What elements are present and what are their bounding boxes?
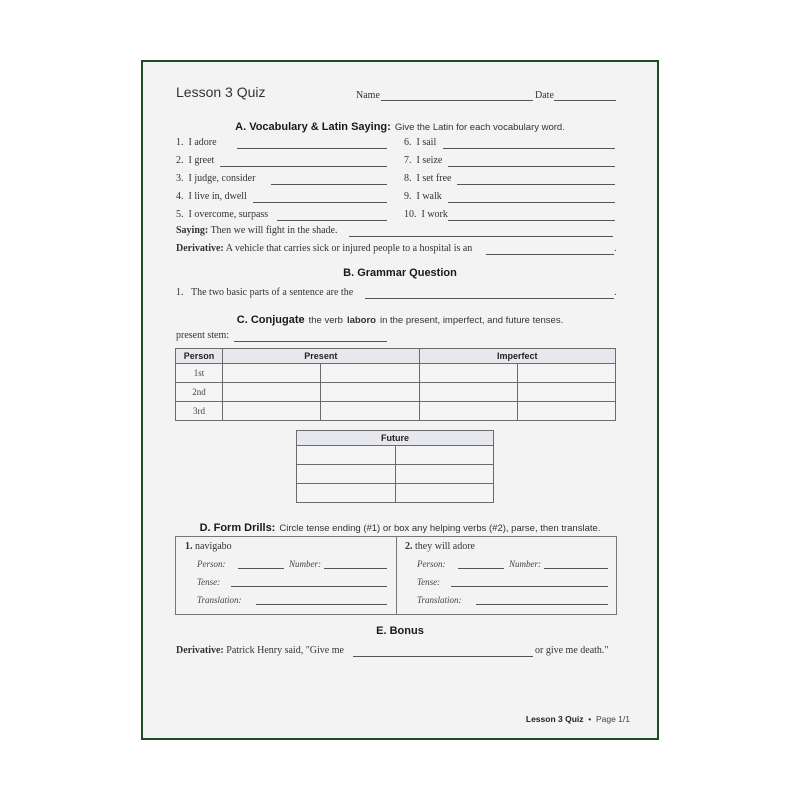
period: . bbox=[614, 287, 617, 298]
vocab-answer-10[interactable] bbox=[448, 220, 615, 221]
vocab-answer-3[interactable] bbox=[271, 184, 387, 185]
translation-field[interactable] bbox=[476, 604, 608, 605]
answer-cell[interactable] bbox=[517, 383, 615, 402]
answer-cell[interactable] bbox=[395, 446, 494, 465]
drill-2: 2. they will adore Person: Number: Tense: Translation: bbox=[397, 537, 616, 614]
grammar-answer[interactable] bbox=[365, 298, 614, 299]
answer-cell[interactable] bbox=[419, 383, 517, 402]
future-table bbox=[296, 430, 494, 503]
answer-cell[interactable] bbox=[395, 465, 494, 484]
answer-cell[interactable] bbox=[223, 364, 321, 383]
vocab-answer-4[interactable] bbox=[253, 202, 387, 203]
vocab-answer-5[interactable] bbox=[277, 220, 387, 221]
page-footer: Lesson 3 Quiz • Page 1/1 bbox=[525, 714, 630, 724]
row-label: 2nd bbox=[176, 383, 223, 402]
section-e-heading: E. Bonus bbox=[376, 625, 424, 637]
section-a-heading: A. Vocabulary & Latin Saying: Give the Latin for each vocabulary word. bbox=[235, 121, 565, 133]
date-field[interactable] bbox=[554, 100, 616, 101]
translation-field[interactable] bbox=[256, 604, 387, 605]
section-c-heading: C. Conjugate the verb laboro in the present, imperfect, and future tenses. bbox=[236, 314, 564, 326]
date-label: Date bbox=[535, 90, 554, 101]
form-drills-box bbox=[175, 536, 617, 615]
answer-cell[interactable] bbox=[321, 383, 419, 402]
vocab-item: 2. I greet bbox=[176, 155, 215, 166]
vocab-item: 7. I seize bbox=[404, 155, 443, 166]
vocab-item: 6. I sail bbox=[404, 137, 437, 148]
person-field[interactable] bbox=[238, 568, 284, 569]
answer-cell[interactable] bbox=[321, 364, 419, 383]
tense-field[interactable] bbox=[231, 586, 387, 587]
vocab-item: 1. I adore bbox=[176, 137, 217, 148]
vocab-item: 9. I walk bbox=[404, 191, 442, 202]
col-header-future: Future bbox=[297, 431, 494, 446]
vocab-item: 4. I live in, dwell bbox=[176, 191, 247, 202]
drill-1: 1. navigabo Person: Number: Tense: Translation: bbox=[176, 537, 397, 614]
vocab-answer-6[interactable] bbox=[443, 148, 615, 149]
answer-cell[interactable] bbox=[297, 465, 396, 484]
page-title: Lesson 3 Quiz bbox=[176, 84, 266, 100]
present-stem-field[interactable] bbox=[234, 341, 387, 342]
answer-cell[interactable] bbox=[297, 446, 396, 465]
number-field[interactable] bbox=[324, 568, 387, 569]
saying-prompt: Saying: Then we will fight in the shade. bbox=[176, 225, 338, 236]
name-field[interactable] bbox=[381, 100, 533, 101]
vocab-item: 5. I overcome, surpass bbox=[176, 209, 269, 220]
section-b-heading: B. Grammar Question bbox=[343, 267, 457, 279]
vocab-answer-2[interactable] bbox=[220, 166, 387, 167]
vocab-answer-9[interactable] bbox=[448, 202, 615, 203]
period: . bbox=[614, 243, 617, 254]
answer-cell[interactable] bbox=[395, 484, 494, 503]
col-header-present: Present bbox=[223, 349, 419, 364]
vocab-item: 10. I work bbox=[404, 209, 448, 220]
bonus-prompt: Derivative: Patrick Henry said, "Give me bbox=[176, 645, 344, 656]
conjugation-table bbox=[175, 348, 616, 421]
col-header-imperfect: Imperfect bbox=[419, 349, 615, 364]
quiz-page bbox=[141, 60, 659, 740]
row-label: 3rd bbox=[176, 402, 223, 421]
tense-field[interactable] bbox=[451, 586, 608, 587]
answer-cell[interactable] bbox=[223, 402, 321, 421]
answer-cell[interactable] bbox=[321, 402, 419, 421]
number-field[interactable] bbox=[544, 568, 608, 569]
derivative-answer[interactable] bbox=[486, 254, 614, 255]
vocab-item: 3. I judge, consider bbox=[176, 173, 256, 184]
derivative-prompt: Derivative: A vehicle that carries sick or injured people to a hospital is an bbox=[176, 243, 473, 254]
answer-cell[interactable] bbox=[297, 484, 396, 503]
grammar-question: 1. The two basic parts of a sentence are the bbox=[176, 287, 354, 298]
vocab-item: 8. I set free bbox=[404, 173, 452, 184]
section-d-heading: D. Form Drills: Circle tense ending (#1) or box any helping verbs (#2), parse, then translate. bbox=[199, 522, 601, 534]
bonus-prompt-end: or give me death." bbox=[535, 645, 609, 656]
name-label: Name bbox=[356, 90, 380, 101]
row-label: 1st bbox=[176, 364, 223, 383]
vocab-answer-7[interactable] bbox=[448, 166, 615, 167]
vocab-answer-1[interactable] bbox=[237, 148, 387, 149]
person-field[interactable] bbox=[458, 568, 504, 569]
answer-cell[interactable] bbox=[223, 383, 321, 402]
answer-cell[interactable] bbox=[419, 364, 517, 383]
col-header-person: Person bbox=[176, 349, 223, 364]
present-stem-label: present stem: bbox=[176, 330, 230, 341]
answer-cell[interactable] bbox=[419, 402, 517, 421]
bonus-answer[interactable] bbox=[353, 656, 533, 657]
saying-answer[interactable] bbox=[349, 236, 613, 237]
vocab-answer-8[interactable] bbox=[457, 184, 615, 185]
answer-cell[interactable] bbox=[517, 402, 615, 421]
answer-cell[interactable] bbox=[517, 364, 615, 383]
